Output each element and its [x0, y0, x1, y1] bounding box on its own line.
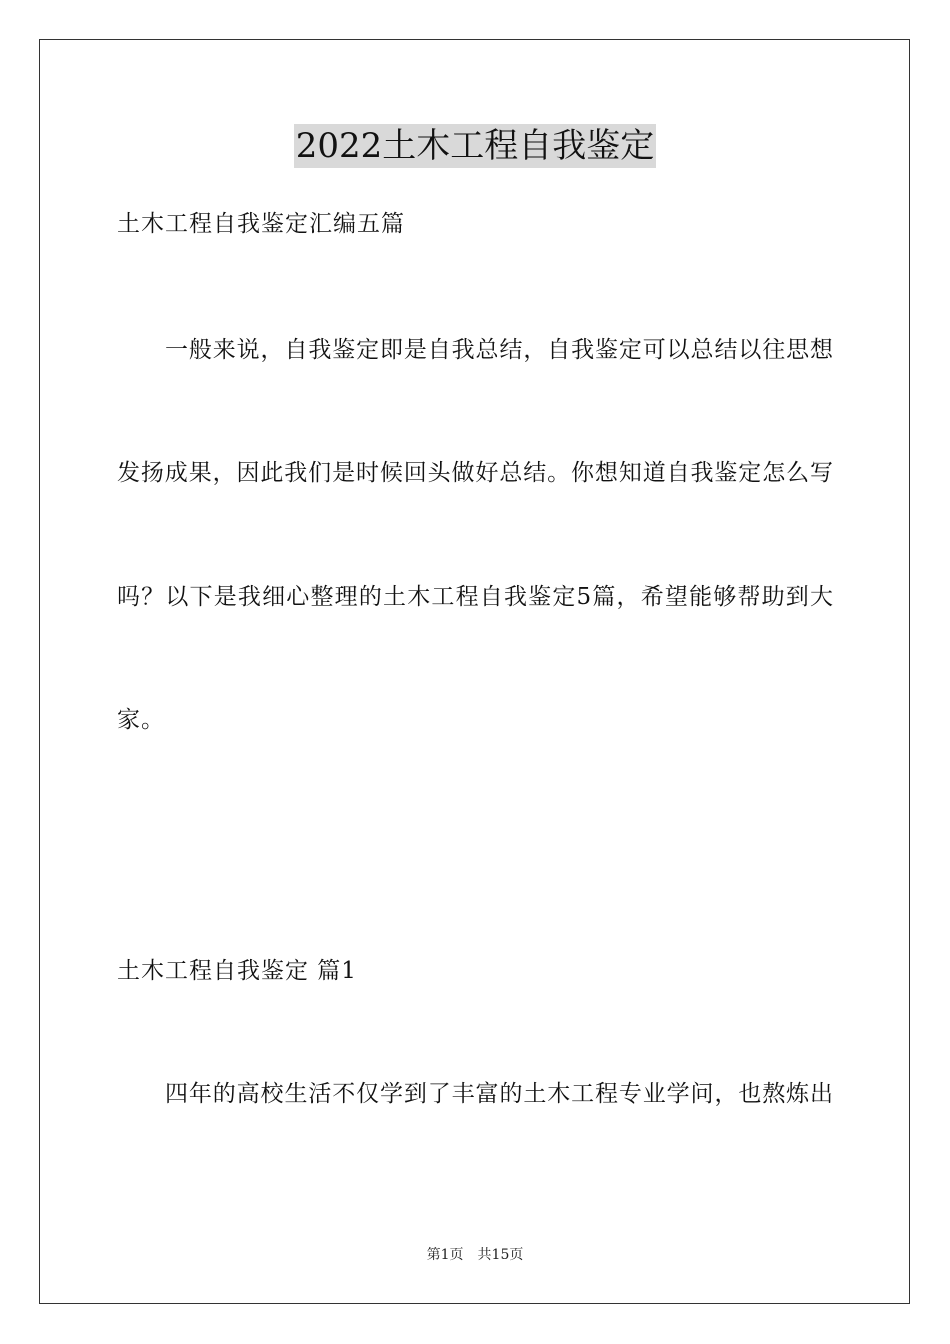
intro-line-1: 一般来说，自我鉴定即是自我总结，自我鉴定可以总结以往思想	[165, 337, 833, 363]
section-heading: 土木工程自我鉴定 篇1	[117, 958, 357, 984]
page-footer	[0, 1246, 950, 1264]
section-first-line: 四年的高校生活不仅学到了丰富的土木工程专业学问，也熬炼出	[165, 1081, 833, 1107]
title-container	[0, 124, 950, 168]
document-subtitle: 土木工程自我鉴定汇编五篇	[117, 211, 405, 237]
intro-line-3: 吗？以下是我细心整理的土木工程自我鉴定5篇，希望能够帮助到大	[117, 584, 833, 610]
page-number: 第1页	[426, 1247, 464, 1263]
page-total: 共15页	[477, 1247, 524, 1263]
document-title: 2022土木工程自我鉴定	[295, 126, 655, 166]
intro-line-4: 家。	[117, 707, 165, 733]
intro-line-2: 发扬成果，因此我们是时候回头做好总结。你想知道自我鉴定怎么写	[117, 460, 833, 486]
